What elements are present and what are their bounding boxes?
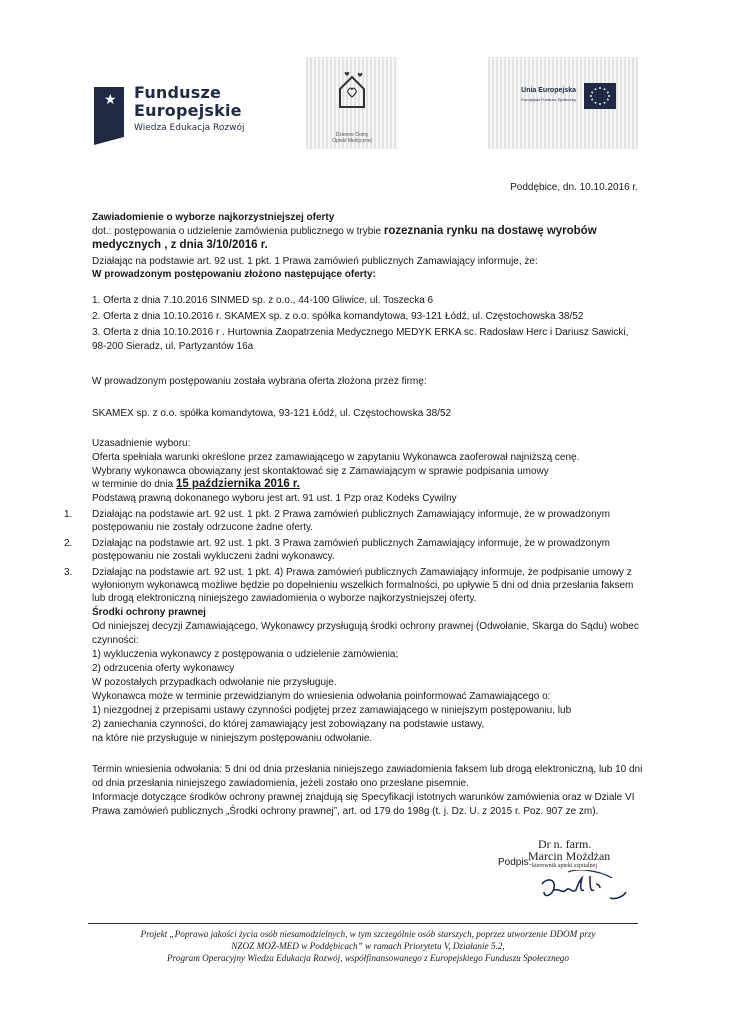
term-line: Prawa zamówień publicznych „Środki ochrony prawnej”, art. od 179 do 198g (t. j. Dz. U. z 2015 r. Poz. 907 ze zm). — [92, 806, 599, 817]
unia-europejska-logo — [488, 57, 638, 149]
point-1-line1: Działając na podstawie art. 92 ust. 1 pkt. 2 Prawa zamówień publicznych Zamawiający informuje, że w prowadzonym — [92, 509, 611, 520]
ddom-logo-line1: Dzienne Domy — [335, 132, 369, 138]
justification-deadline-prefix: w terminie do dnia — [92, 479, 176, 490]
legal-line: W pozostałych przypadkach odwołanie nie przysługuje. — [92, 677, 337, 688]
footer-divider — [88, 923, 638, 924]
term-line: od dnia przesłania niniejszego zawiadomienia, jeżeli zostało ono przesłane pisemnie. — [92, 778, 469, 789]
ue-logo-line1: Unia Europejska — [521, 87, 576, 94]
justification-deadline-date: 15 października 2016 r. — [175, 478, 300, 490]
justification-line3 — [92, 478, 300, 491]
legal-line: 2) zaniechania czynności, do której zamawiający jest zobowiązany na podstawie ustawy, — [92, 719, 485, 730]
intro-line2: W prowadzonym postępowaniu złożono następujące oferty: — [92, 269, 376, 280]
fe-logo-line3: Wiedza Edukacja Rozwój — [134, 123, 245, 133]
point-2-line1: Działając na podstawie art. 92 ust. 1 pkt. 3 Prawa zamówień publicznych Zamawiający informuje, że w prowadzonym — [92, 538, 611, 549]
point-2-line2: postępowaniu nie zostali wykluczeni żadni wykonawcy. — [92, 551, 335, 562]
point-1-number: 1. — [64, 509, 73, 520]
document-title: Zawiadomienie o wyborze najkorzystniejszej oferty — [92, 212, 335, 223]
subject-line2: medycznych , z dnia 3/10/2016 r. — [92, 239, 268, 251]
ddom-logo — [306, 57, 398, 149]
signature-label: Podpis: — [498, 857, 532, 868]
intro-line1: Działając na podstawie art. 92 ust. 1 pkt. 1 Prawa zamówień publicznych Zamawiający informuje, że: — [92, 256, 538, 267]
fe-logo-line1: Fundusze — [134, 83, 222, 102]
point-2-number: 2. — [64, 538, 73, 549]
offer-1: 1. Oferta z dnia 7.10.2016 SINMED sp. z o.o., 44-100 Gliwice, ul. Toszecka 6 — [92, 295, 434, 306]
legal-line: czynności: — [92, 635, 139, 646]
term-line: Informacje dotyczące środków ochrony prawnej znajdują się Specyfikacji istotnych warunków zamówienia oraz w Dziale VI — [92, 792, 635, 803]
header-logos — [88, 57, 638, 152]
stamp-line2: Marcin Możdżan — [528, 849, 611, 863]
eu-funds-flag-icon: ★ — [94, 87, 124, 137]
fundusze-europejskie-logo — [88, 79, 288, 149]
ddom-logo-line2: Opieki Medycznej — [332, 138, 372, 144]
legal-line: Od niniejszej decyzji Zamawiającego, Wykonawcy przysługują środki ochrony prawnej (Odwołanie, Skarga do Sądu) wobec — [92, 621, 639, 632]
justification-line1: Oferta spełniała warunki określone przez zamawiającego w zapytaniu Wykonawca zaoferował najniższą cenę. — [92, 452, 580, 463]
footer-line: NZOZ MOŻ-MED w Poddębicach” w ramach Priorytetu V, Działanie 5.2, — [231, 941, 505, 951]
stamp-line3: kierownik apteki szpitalnej — [532, 863, 597, 869]
subject-prefix: dot.: postępowania o udzielenie zamówienia publicznego w trybie — [92, 226, 384, 237]
term-line: Termin wniesienia odwołania: 5 dni od dnia przesłania niniejszego zawiadomienia faksem lub drogą elektroniczną, lub 10 dni — [92, 764, 643, 775]
signature-scribble-icon — [538, 870, 638, 910]
stamp-line1: Dr n. farm. — [538, 837, 592, 851]
point-1-line2: postępowaniu nie zostały odrzucone żadne oferty. — [92, 522, 314, 533]
offer-2: 2. Oferta z dnia 10.10.2016 r. SKAMEX sp. z o.o. spółka komandytowa, 93-121 Łódź, ul. Częstochowska 38/52 — [92, 311, 584, 322]
justification-line2: Wybrany wykonawca obowiązany jest skontaktować się z Zamawiającym w sprawie podpisania umowy — [92, 466, 549, 477]
legal-line: Wykonawca może w terminie przewidzianym do wniesienia odwołania poinformować Zamawiającego o: — [92, 691, 551, 702]
ddom-logo-text — [306, 132, 398, 144]
point-3-line1: Działając na podstawie art. 92 ust. 1 pkt. 4) Prawa zamówień publicznych Zamawiający informuje, że podpisanie umowy z — [92, 567, 632, 578]
eu-stars-flag-icon — [584, 83, 616, 109]
chosen-offer: SKAMEX sp. z o.o. spółka komandytowa, 93-121 Łódź, ul. Częstochowska 38/52 — [92, 408, 452, 419]
footer-line: Program Operacyjny Wiedza Edukacja Rozwój, współfinansowanego z Europejskiego Funduszu Społecznego — [167, 953, 569, 963]
footer — [60, 928, 676, 964]
legal-line: na które nie przysługuje w niniejszym postępowaniu odwołanie. — [92, 733, 373, 744]
legal-title: Środki ochrony prawnej — [92, 607, 206, 618]
justification-line4: Podstawą prawną dokonanego wyboru jest art. 91 ust. 1 Pzp oraz Kodeks Cywilny — [92, 493, 457, 504]
legal-line: 2) odrzucenia oferty wykonawcy — [92, 663, 235, 674]
justification-title: Uzasadnienie wyboru: — [92, 438, 191, 449]
house-hearts-icon — [336, 69, 368, 109]
legal-line: 1) wykluczenia wykonawcy z postępowania o udzielenie zamówienia; — [92, 649, 399, 660]
ue-logo-line2: Europejski Fundusz Społeczny — [521, 97, 576, 102]
fe-logo-line2: Europejskie — [134, 101, 242, 120]
document-date: Poddębice, dn. 10.10.2016 r. — [510, 182, 638, 193]
subject-bold1: rozeznania rynku na dostawę wyrobów — [383, 225, 597, 237]
chosen-intro: W prowadzonym postępowaniu została wybrana oferta złożona przez firmę: — [92, 376, 427, 387]
offer-3-line2: 98-200 Sieradz, ul. Partyzantów 16a — [92, 341, 254, 352]
point-3-line2: wyłonionym wykonawcą możliwe będzie po dopełnieniu wszelkich formalności, po upływie 5 dni od dnia przesłania faksem — [92, 580, 634, 591]
legal-line: 1) niezgodnej z przepisami ustawy czynności podjętej przez zamawiającego w niniejszym postępowaniu, lub — [92, 705, 572, 716]
point-3-line3: lub drogą elektroniczną niniejszego zawiadomienia o wyborze najkorzystniejszej oferty. — [92, 593, 477, 604]
point-3-number: 3. — [64, 567, 73, 578]
subject-line1 — [92, 225, 597, 238]
footer-line: Projekt „Poprawa jakości życia osób niesamodzielnych, w tym szczególnie osób starszych, poprzez utworzenie DDOM przy — [140, 929, 596, 939]
offer-3-line1: 3. Oferta z dnia 10.10.2016 r . Hurtownia Zaopatrzenia Medycznego MEDYK ERKA sc. Radosław Herc i Dariusz Sawicki, — [92, 327, 629, 338]
